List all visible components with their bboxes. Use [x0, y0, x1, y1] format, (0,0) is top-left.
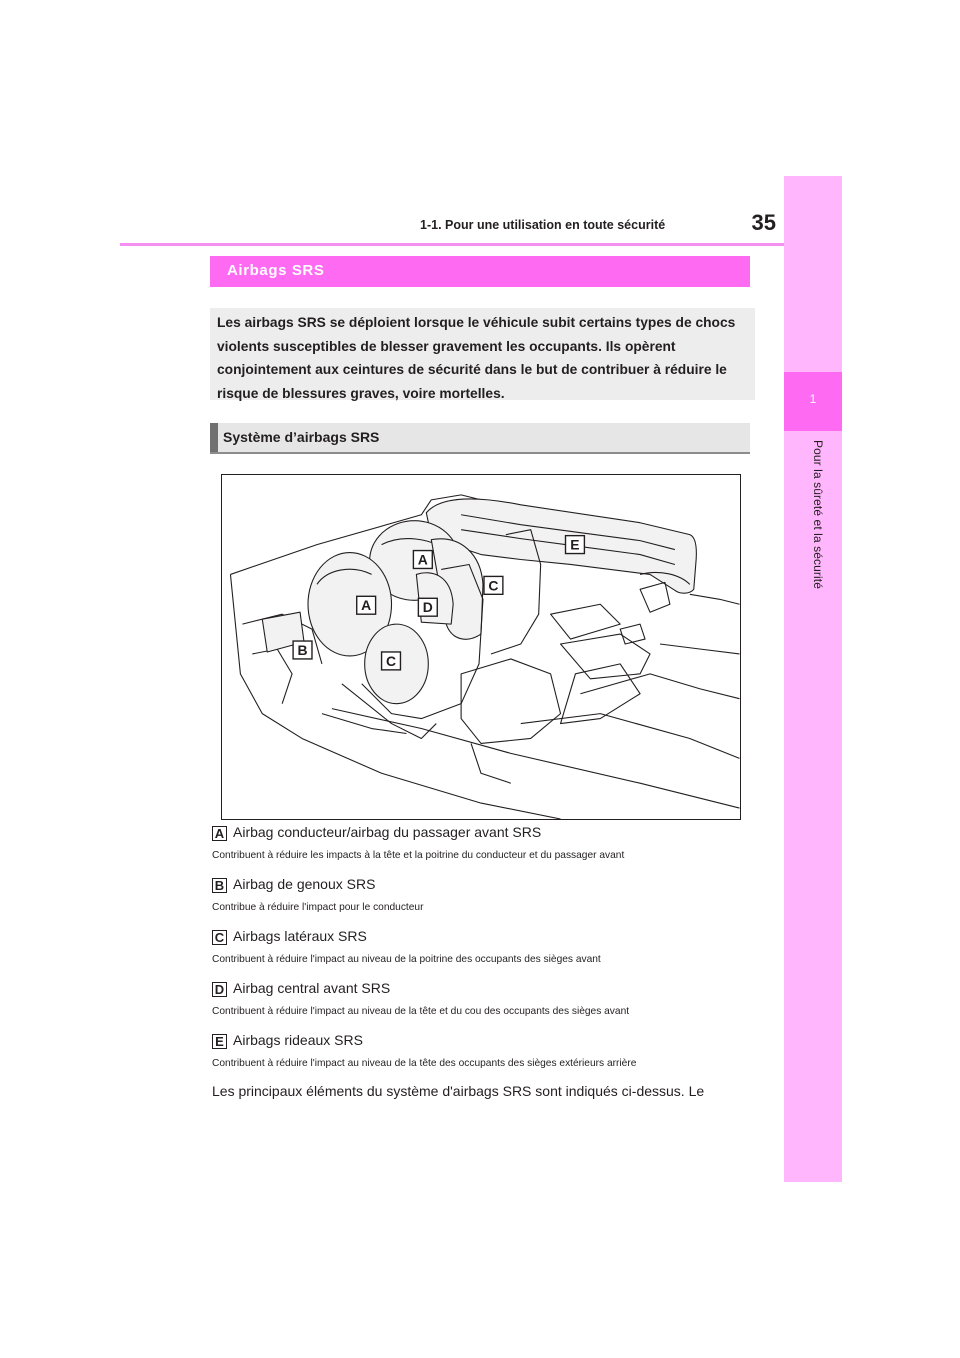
legend-label-b: Airbag de genoux SRS — [233, 876, 376, 892]
body-paragraph: Les principaux éléments du système d'airbags SRS sont indiqués ci-dessus. Le — [212, 1083, 705, 1099]
legend-key-b: B — [212, 878, 227, 893]
page-number: 35 — [751, 210, 776, 235]
airbag-illustration — [221, 474, 741, 820]
callout-D-label: D — [422, 599, 433, 616]
header-rule — [120, 243, 784, 246]
legend-label-d: Airbag central avant SRS — [233, 980, 391, 996]
legend-label-a: Airbag conducteur/airbag du passager avant SRS — [233, 824, 542, 840]
intro-text: Les airbags SRS se déploient lorsque le véhicule subit certains types de chocs violents susceptibles de blesser gravement les occupants. Ils opèrent conjointement aux ceintures de sécurité dans le but de contribuer à réduire le risque de blessures graves, voire mortelles. — [217, 315, 736, 401]
legend-desc-a: Contribuent à réduire les impacts à la tête et la poitrine du conducteur et du passager avant — [212, 850, 625, 861]
legend-key-d: D — [212, 982, 227, 997]
legend-desc-b: Contribue à réduire l'impact pour le conducteur — [212, 902, 424, 913]
legend-label-c: Airbags latéraux SRS — [233, 928, 367, 944]
callout-C-rear-label: C — [488, 577, 499, 594]
section-title: Airbags SRS — [227, 262, 325, 279]
legend-desc-e: Contribuent à réduire l'impact au niveau de la tête des occupants des sièges extérieurs arrière — [212, 1058, 637, 1069]
callout-A-lower-label: A — [361, 597, 372, 614]
legend-label-e: Airbags rideaux SRS — [233, 1032, 363, 1048]
legend-key-a: A — [212, 826, 227, 841]
subheading-rule — [210, 452, 750, 454]
callout-A-upper-label: A — [417, 551, 428, 568]
callout-E-label: E — [570, 536, 580, 553]
legend-key-c: C — [212, 930, 227, 945]
car-interior-drawing — [222, 475, 740, 819]
subheading-accent — [210, 423, 218, 452]
running-header: 1-1. Pour une utilisation en toute sécurité — [420, 218, 666, 232]
legend-desc-d: Contribuent à réduire l'impact au niveau de la tête et du cou des occupants des sièges avant — [212, 1006, 630, 1017]
chapter-title: Pour la sûreté et la sécurité — [811, 440, 825, 589]
legend-key-e: E — [212, 1034, 227, 1049]
chapter-number: 1 — [809, 392, 817, 406]
callout-C-front-label: C — [385, 652, 397, 669]
legend-desc-c: Contribuent à réduire l'impact au niveau de la poitrine des occupants des sièges avant — [212, 954, 601, 965]
callout-B-label: B — [297, 641, 308, 658]
subheading-title: Système d’airbags SRS — [223, 429, 380, 445]
